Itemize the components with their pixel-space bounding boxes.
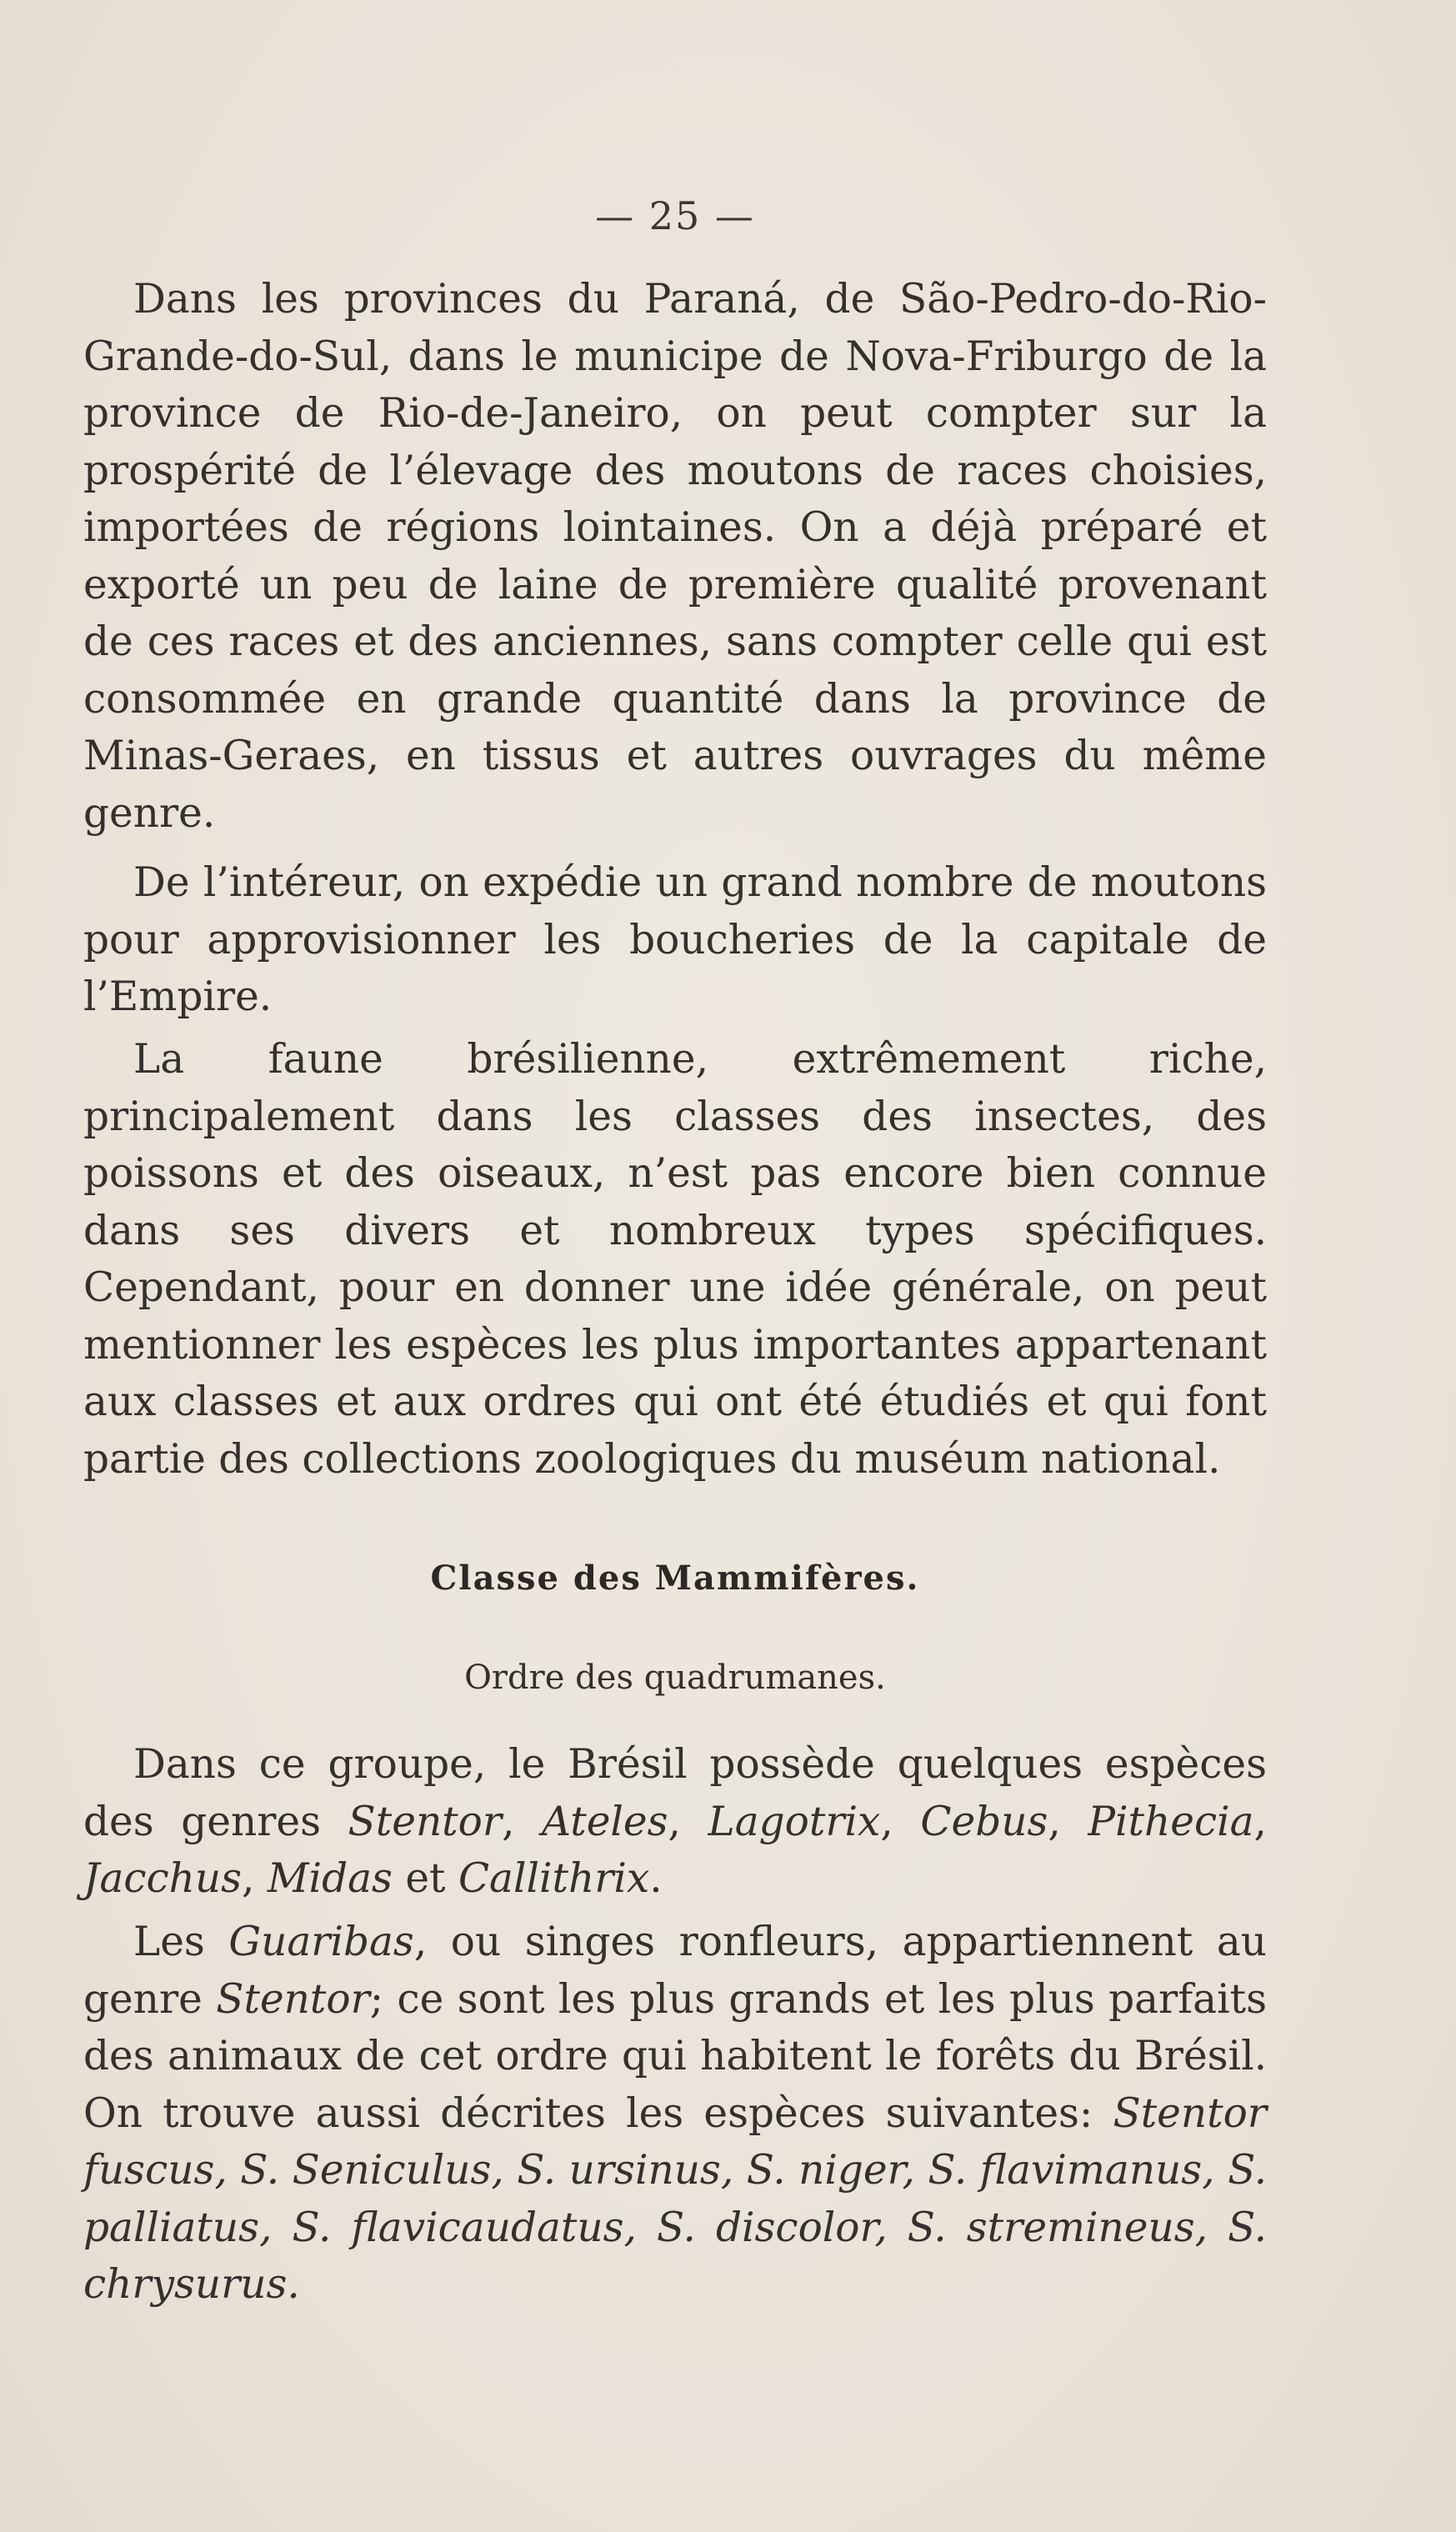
genus-name: Ateles [542,1798,668,1845]
genus-name: Callithrix [458,1855,650,1902]
paragraph-text: Dans les provinces du Paraná, de São-Pedro-do-Rio-Grande-do-Sul, dans le municipe de Nova-Friburgo de la province de Rio-de-Janeiro, on peut compter sur la prospérité de l’élevage des moutons de races choisies, importées de régions lointaines. On a déjà préparé et exporté un peu de laine de première qualité provenant de ces races et des anciennes, sans compter celle qui est consommée en grande quantité dans la province de Minas-Geraes, en tissus et autres ouvrages du même genre. [83,276,1267,837]
section-heading-mammals: Classe des Mammifères. [430,1559,920,1598]
paragraph-text: De l’intéreur, on expédie un grand nombre de moutons pour approvisionner les boucheries de la capitale de l’Empire. [83,859,1267,1020]
subsection-heading-quadrumanes: Ordre des quadrumanes. [464,1659,886,1697]
genus-name: Stentor [348,1798,503,1845]
genus-name: Cebus [920,1798,1048,1845]
paragraph-wool-production [83,271,1267,842]
paragraph-guaribas: Les Guaribas, ou singes ronfleurs, appartiennent au genre Stentor; ce sont les plus grands et les plus parfaits des animaux de cet ordre qui habitent le forêts du Brésil. On trouve aussi décrites les espèces suivantes: Stentor fuscus, S. Seniculus, S. ursinus, S. niger, S. flavimanus, S. palliatus, S. flavicaudatus, S. discolor, S. stremineus, S. chrysurus. [83,1919,1267,2308]
paragraph-brazilian-fauna [83,1031,1267,1488]
page-number: — 25 — [595,193,755,238]
genus-name: Midas [267,1855,393,1902]
book-page [83,0,1267,2532]
species-list: Stentor fuscus, S. Seniculus, S. ursinus, S. niger, S. flavimanus, S. palliatus, S. flavicaudatus, S. discolor, S. stremineus, S. chrysurus. [83,2089,1267,2308]
genus-name: Lagotrix [708,1798,881,1845]
genus-name: Jacchus [83,1855,243,1902]
paragraph-text: La faune brésilienne, extrêmement riche, principalement dans les classes des insectes, des poissons et des oiseaux, n’est pas encore bien connue dans ses divers et nombreux types spécifiques. Cependant, pour en donner une idée générale, on peut mentionner les espèces les plus importantes appartenant aux classes et aux ordres qui ont été étudiés et qui font partie des collections zoologiques du muséum national. [83,1036,1267,1483]
paragraph-genera: Dans ce groupe, le Brésil possède quelques espèces des genres Stentor, Ateles, Lagotrix, Cebus, Pithecia, Jacchus, Midas et Callithrix. [83,1741,1267,1902]
genus-name: Stentor [216,1975,370,2023]
genus-name: Pithecia [1088,1798,1254,1845]
paragraph-sheep-export [83,854,1267,1026]
common-name: Guaribas [228,1919,414,1965]
